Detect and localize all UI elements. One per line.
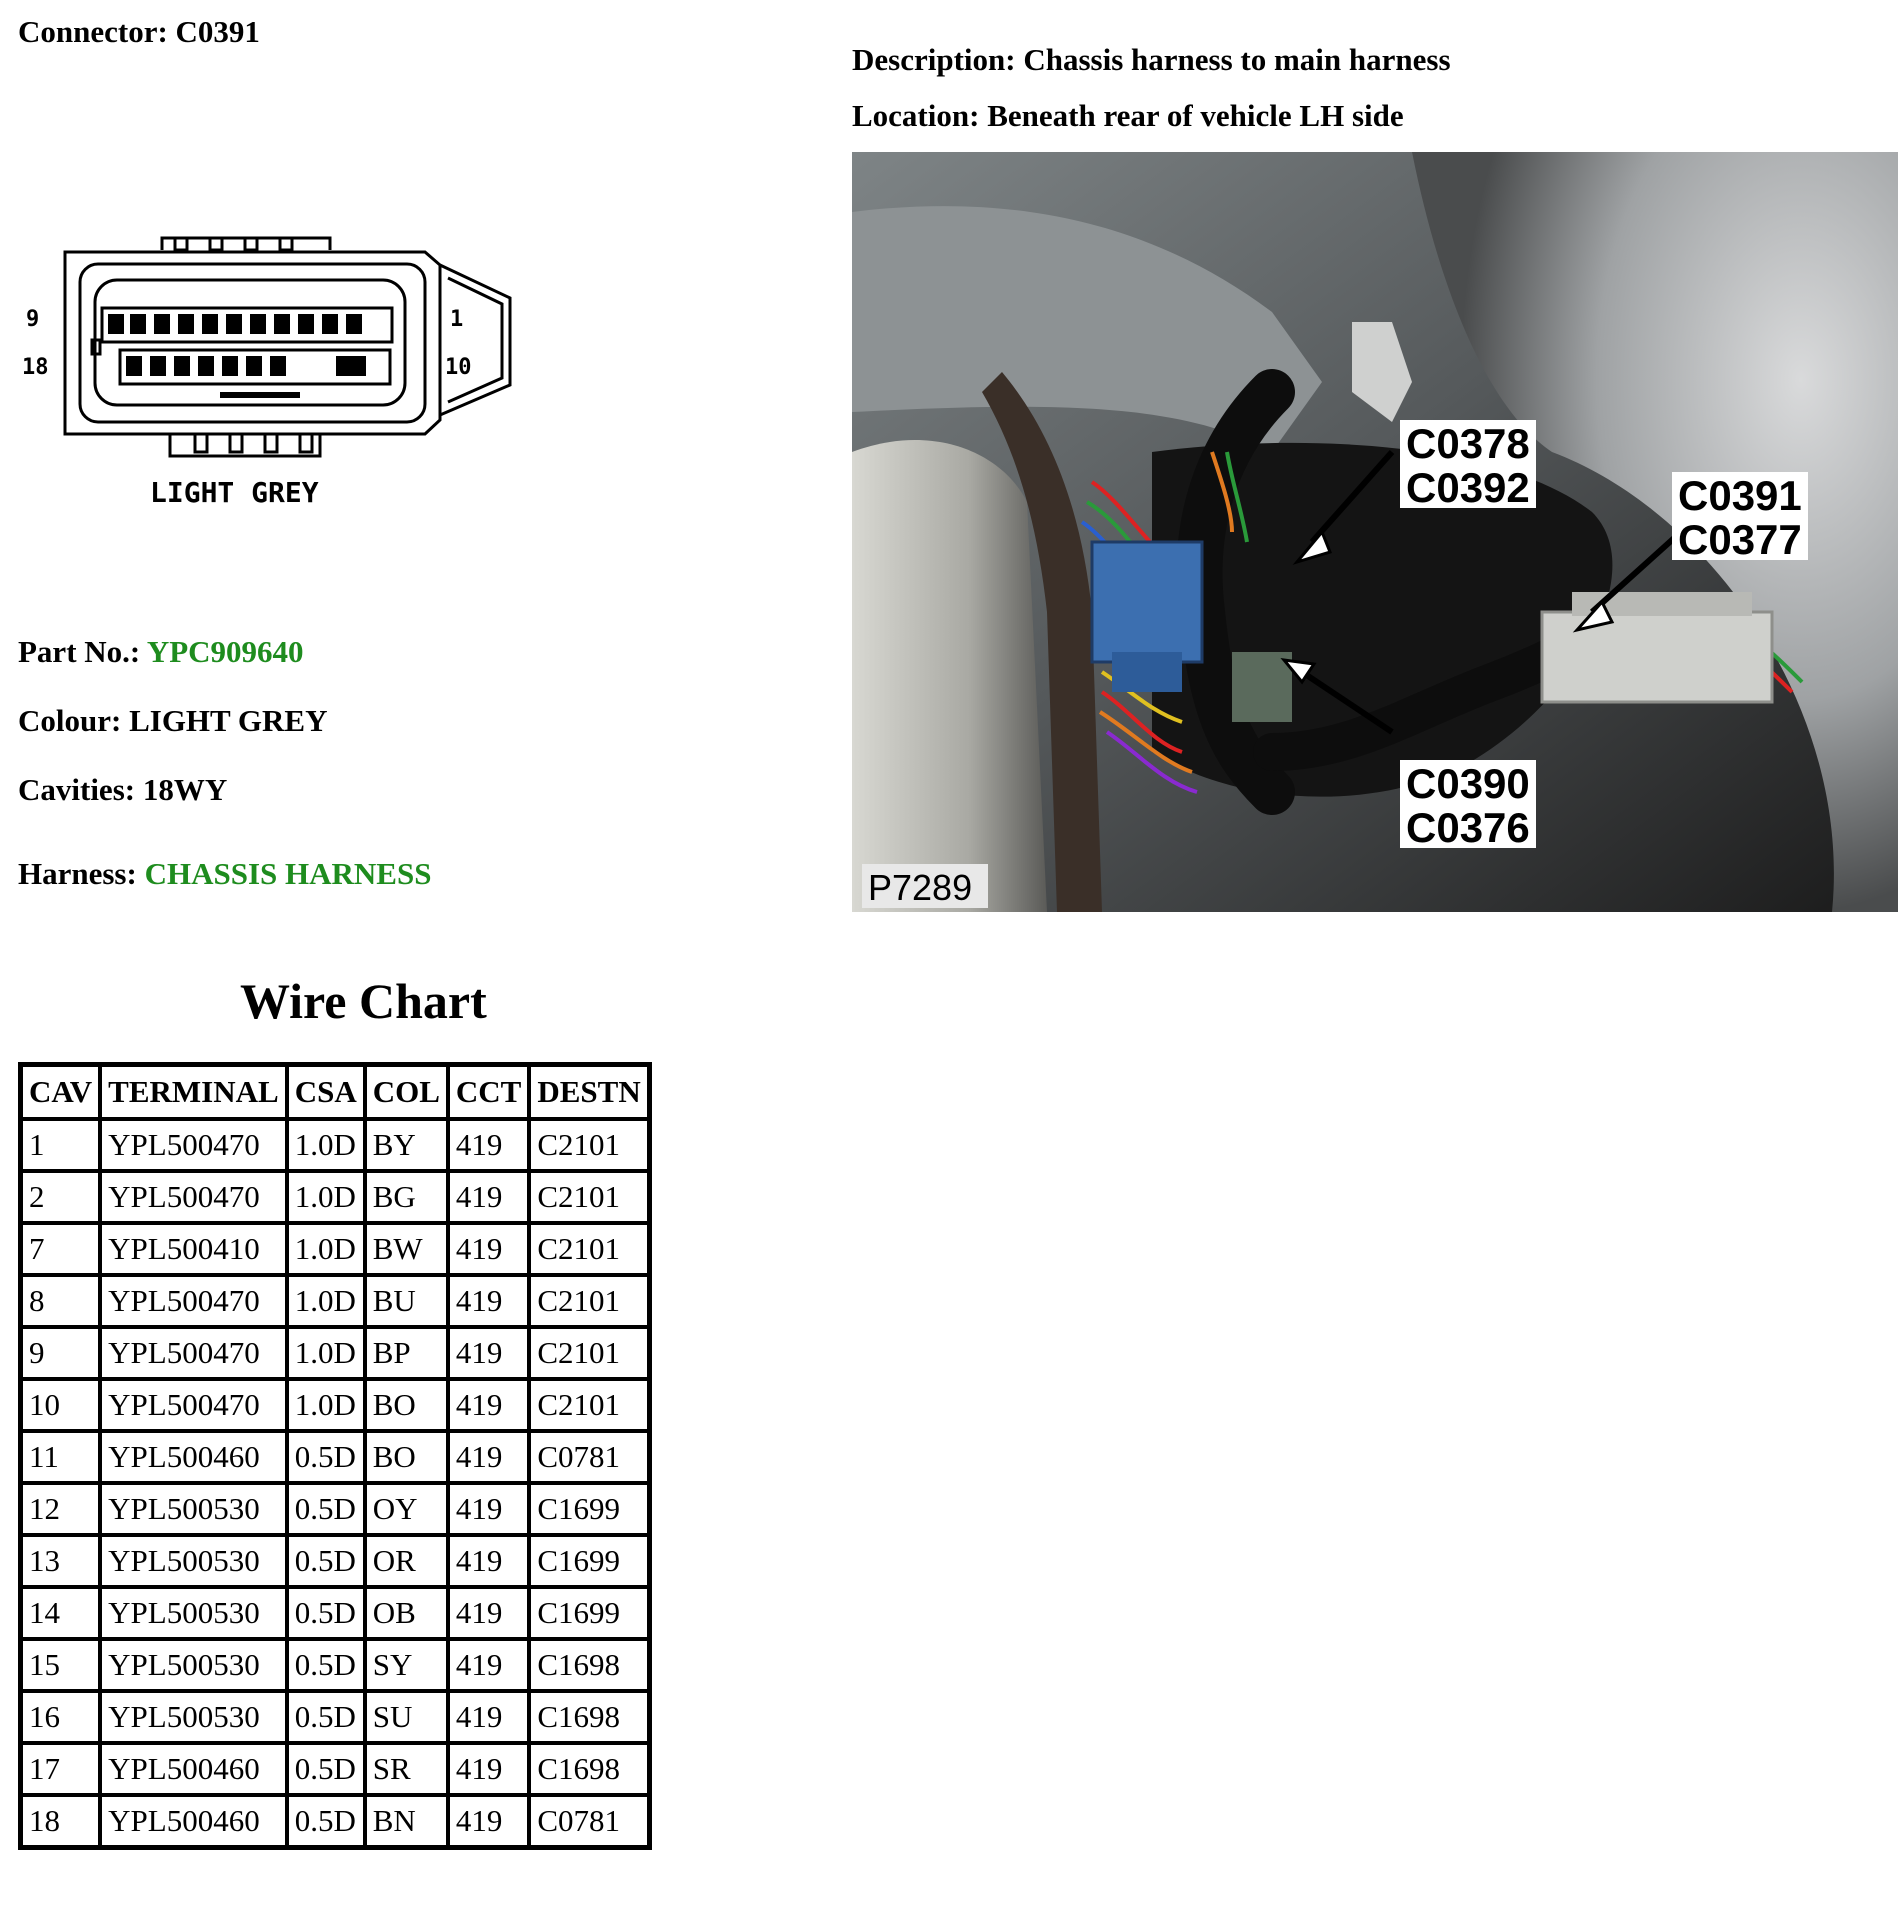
colour-label: Colour: xyxy=(18,703,122,738)
connector-value: C0391 xyxy=(175,14,260,49)
cell-destn: C0781 xyxy=(529,1431,649,1483)
table-row xyxy=(21,1379,650,1431)
cell-cct: 419 xyxy=(448,1587,529,1639)
cell-col: SU xyxy=(365,1691,448,1743)
cell-csa: 1.0D xyxy=(287,1223,365,1275)
callout-2-line2: C0377 xyxy=(1678,516,1802,563)
cell-col: BO xyxy=(365,1431,448,1483)
location-value: Beneath rear of vehicle LH side xyxy=(987,98,1404,133)
cell-terminal: YPL500530 xyxy=(100,1483,287,1535)
cell-col: OB xyxy=(365,1587,448,1639)
cell-destn: C1698 xyxy=(529,1743,649,1795)
cell-terminal: YPL500460 xyxy=(100,1743,287,1795)
cell-cct: 419 xyxy=(448,1691,529,1743)
cell-terminal: YPL500530 xyxy=(100,1587,287,1639)
wire-chart-table xyxy=(18,1062,652,1850)
location xyxy=(852,98,1404,134)
table-row xyxy=(21,1431,650,1483)
cell-cct: 419 xyxy=(448,1743,529,1795)
cell-csa: 0.5D xyxy=(287,1587,365,1639)
connector-title xyxy=(18,14,260,50)
cell-terminal: YPL500470 xyxy=(100,1171,287,1223)
cell-terminal: YPL500530 xyxy=(100,1639,287,1691)
cell-cct: 419 xyxy=(448,1275,529,1327)
cell-csa: 0.5D xyxy=(287,1691,365,1743)
cell-cav: 9 xyxy=(21,1327,101,1379)
cell-cct: 419 xyxy=(448,1223,529,1275)
table-row xyxy=(21,1743,650,1795)
cell-cav: 17 xyxy=(21,1743,101,1795)
table-row xyxy=(21,1483,650,1535)
cell-col: SR xyxy=(365,1743,448,1795)
cell-col: OR xyxy=(365,1535,448,1587)
header-csa: CSA xyxy=(287,1065,365,1120)
pinout-colour-caption: LIGHT GREY xyxy=(150,476,319,509)
cell-destn: C1698 xyxy=(529,1639,649,1691)
cell-destn: C2101 xyxy=(529,1119,649,1171)
description xyxy=(852,42,1451,78)
table-row xyxy=(21,1327,650,1379)
pin-label-10: 10 xyxy=(445,355,472,380)
cell-destn: C2101 xyxy=(529,1379,649,1431)
cell-cav: 8 xyxy=(21,1275,101,1327)
callout-2-line1: C0391 xyxy=(1678,472,1802,519)
connector-pinout-diagram xyxy=(20,220,530,520)
cell-terminal: YPL500530 xyxy=(100,1691,287,1743)
cell-cct: 419 xyxy=(448,1431,529,1483)
table-row xyxy=(21,1587,650,1639)
header-cct: CCT xyxy=(448,1065,529,1120)
colour-value: LIGHT GREY xyxy=(129,703,328,738)
cell-cav: 10 xyxy=(21,1379,101,1431)
cell-csa: 1.0D xyxy=(287,1275,365,1327)
cell-col: BP xyxy=(365,1327,448,1379)
cell-col: BW xyxy=(365,1223,448,1275)
cell-col: SY xyxy=(365,1639,448,1691)
cell-col: BN xyxy=(365,1795,448,1848)
cavities xyxy=(18,772,227,808)
part-no-value[interactable]: YPC909640 xyxy=(146,634,304,669)
cell-destn: C0781 xyxy=(529,1795,649,1848)
cell-destn: C1698 xyxy=(529,1691,649,1743)
harness-label: Harness: xyxy=(18,856,137,891)
header-destn: DESTN xyxy=(529,1065,649,1120)
cell-cav: 12 xyxy=(21,1483,101,1535)
cell-destn: C2101 xyxy=(529,1275,649,1327)
cell-csa: 0.5D xyxy=(287,1535,365,1587)
connector-label: Connector: xyxy=(18,14,168,49)
cell-terminal: YPL500470 xyxy=(100,1327,287,1379)
description-label: Description: xyxy=(852,42,1016,77)
cell-csa: 0.5D xyxy=(287,1795,365,1848)
cell-destn: C2101 xyxy=(529,1327,649,1379)
table-row xyxy=(21,1795,650,1848)
cell-csa: 1.0D xyxy=(287,1379,365,1431)
callout-1-line1: C0378 xyxy=(1406,420,1530,467)
cell-cav: 18 xyxy=(21,1795,101,1848)
table-row xyxy=(21,1639,650,1691)
table-row xyxy=(21,1691,650,1743)
cell-csa: 0.5D xyxy=(287,1743,365,1795)
cell-destn: C2101 xyxy=(529,1171,649,1223)
pin-label-18: 18 xyxy=(22,355,49,380)
connector-location-photo xyxy=(852,152,1898,912)
cell-cav: 7 xyxy=(21,1223,101,1275)
cell-terminal: YPL500530 xyxy=(100,1535,287,1587)
callout-1-line2: C0392 xyxy=(1406,464,1530,511)
cell-cct: 419 xyxy=(448,1535,529,1587)
harness xyxy=(18,856,431,892)
callout-3-line2: C0376 xyxy=(1406,804,1530,851)
cell-cav: 2 xyxy=(21,1171,101,1223)
part-no xyxy=(18,634,304,670)
location-label: Location: xyxy=(852,98,980,133)
cell-cav: 11 xyxy=(21,1431,101,1483)
cell-csa: 1.0D xyxy=(287,1327,365,1379)
cell-col: BG xyxy=(365,1171,448,1223)
table-row xyxy=(21,1171,650,1223)
part-no-label: Part No.: xyxy=(18,634,141,669)
cell-terminal: YPL500460 xyxy=(100,1431,287,1483)
header-terminal: TERMINAL xyxy=(100,1065,287,1120)
cell-csa: 0.5D xyxy=(287,1483,365,1535)
cavities-value: 18WY xyxy=(142,772,228,807)
cell-cct: 419 xyxy=(448,1171,529,1223)
cell-cav: 14 xyxy=(21,1587,101,1639)
cell-terminal: YPL500470 xyxy=(100,1379,287,1431)
cell-col: OY xyxy=(365,1483,448,1535)
harness-value[interactable]: CHASSIS HARNESS xyxy=(144,856,432,891)
cell-cct: 419 xyxy=(448,1379,529,1431)
cell-destn: C2101 xyxy=(529,1223,649,1275)
cell-csa: 0.5D xyxy=(287,1431,365,1483)
table-header-row xyxy=(21,1065,650,1120)
photo-code: P7289 xyxy=(868,867,973,908)
pin-label-1: 1 xyxy=(450,307,464,332)
cell-cav: 15 xyxy=(21,1639,101,1691)
callout-3-line1: C0390 xyxy=(1406,760,1530,807)
table-row xyxy=(21,1535,650,1587)
cell-csa: 1.0D xyxy=(287,1171,365,1223)
table-row xyxy=(21,1223,650,1275)
cell-cct: 419 xyxy=(448,1795,529,1848)
cell-col: BY xyxy=(365,1119,448,1171)
cell-terminal: YPL500460 xyxy=(100,1795,287,1848)
table-row xyxy=(21,1275,650,1327)
cell-destn: C1699 xyxy=(529,1587,649,1639)
header-col: COL xyxy=(365,1065,448,1120)
cell-col: BO xyxy=(365,1379,448,1431)
cell-cct: 419 xyxy=(448,1119,529,1171)
cell-cav: 13 xyxy=(21,1535,101,1587)
colour xyxy=(18,703,327,739)
cell-cav: 1 xyxy=(21,1119,101,1171)
pin-label-9: 9 xyxy=(26,307,40,332)
cell-terminal: YPL500410 xyxy=(100,1223,287,1275)
cell-terminal: YPL500470 xyxy=(100,1119,287,1171)
cell-csa: 0.5D xyxy=(287,1639,365,1691)
wire-chart-title: Wire Chart xyxy=(240,973,487,1029)
cell-cct: 419 xyxy=(448,1327,529,1379)
cell-cav: 16 xyxy=(21,1691,101,1743)
description-value: Chassis harness to main harness xyxy=(1023,42,1451,77)
table-row xyxy=(21,1119,650,1171)
cell-col: BU xyxy=(365,1275,448,1327)
cell-cct: 419 xyxy=(448,1639,529,1691)
cavities-label: Cavities: xyxy=(18,772,136,807)
header-cav: CAV xyxy=(21,1065,101,1120)
cell-terminal: YPL500470 xyxy=(100,1275,287,1327)
cell-cct: 419 xyxy=(448,1483,529,1535)
cell-destn: C1699 xyxy=(529,1535,649,1587)
wire-chart-body xyxy=(21,1119,650,1848)
cell-csa: 1.0D xyxy=(287,1119,365,1171)
cell-destn: C1699 xyxy=(529,1483,649,1535)
